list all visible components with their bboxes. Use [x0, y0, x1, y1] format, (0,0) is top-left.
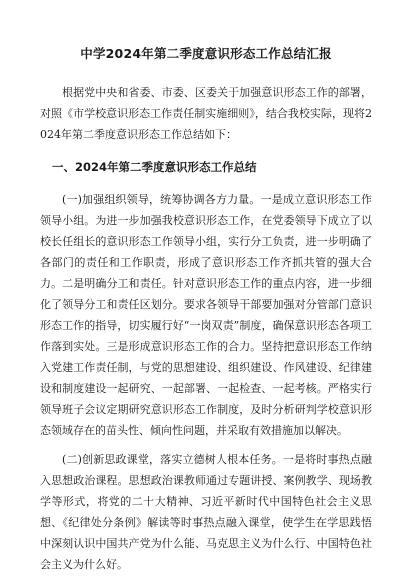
body-paragraph-2: (二)创新思政课堂，落实立德树人根本任务。一是将时事热点融入思想政治课程。思想政治课教师通过专题讲授、案例教学、现场教学等形式，将党的二十大精神、习近平新时代中国特色社会主义思想、《纪律处分条例》解读等时事热点融入课堂，使学生在学思践悟中深刻认识中国共产党为什么能、马克思主义为什么行、中国特色社会主义为什么好。 [40, 453, 372, 571]
document-title: 中学2024年第二季度意识形态工作总结汇报 [80, 46, 332, 61]
section-heading: 一、2024年第二季度意识形态工作总结 [52, 160, 257, 174]
intro-paragraph: 根据党中央和省委、市委、区委关于加强意识形态工作的部署，对照《市学校意识形态工作责任制实施细则》，结合我校实际，现将2024年第二季度意识形态工作总结如下： [40, 86, 372, 141]
body-paragraph-1: (一)加强组织领导，统筹协调各方力量。一是成立意识形态工作领导小组。为进一步加强我校意识形态工作，在党委领导下成立了以校长任组长的意识形态工作领导小组，实行分工负责，进一步明确了各部门的责任和工作职责，形成了意识形态工作齐抓共管的强大合力。二是明确分工和责任。针对意识形态工作的重点内容，进一步细化了领导分工和责任区划分。要求各领导干部要加强对分管部门意识形态工作的指导，切实履行好“一岗双责”制度，确保意识形态各项工作落到实处。三是形成意识形态工作的合力。坚持把意识形态工作纳入党建工作责任制，与党的思想建设、组织建设、作风建设、纪律建设和制度建设一起研究、一起部署、一起检查、一起考核。严格实行领导班子会议定期研究意识形态工作制度，及时分析研判学校意识形态领域存在的苗头性、倾向性问题，并采取有效措施加以解决。 [40, 193, 372, 437]
